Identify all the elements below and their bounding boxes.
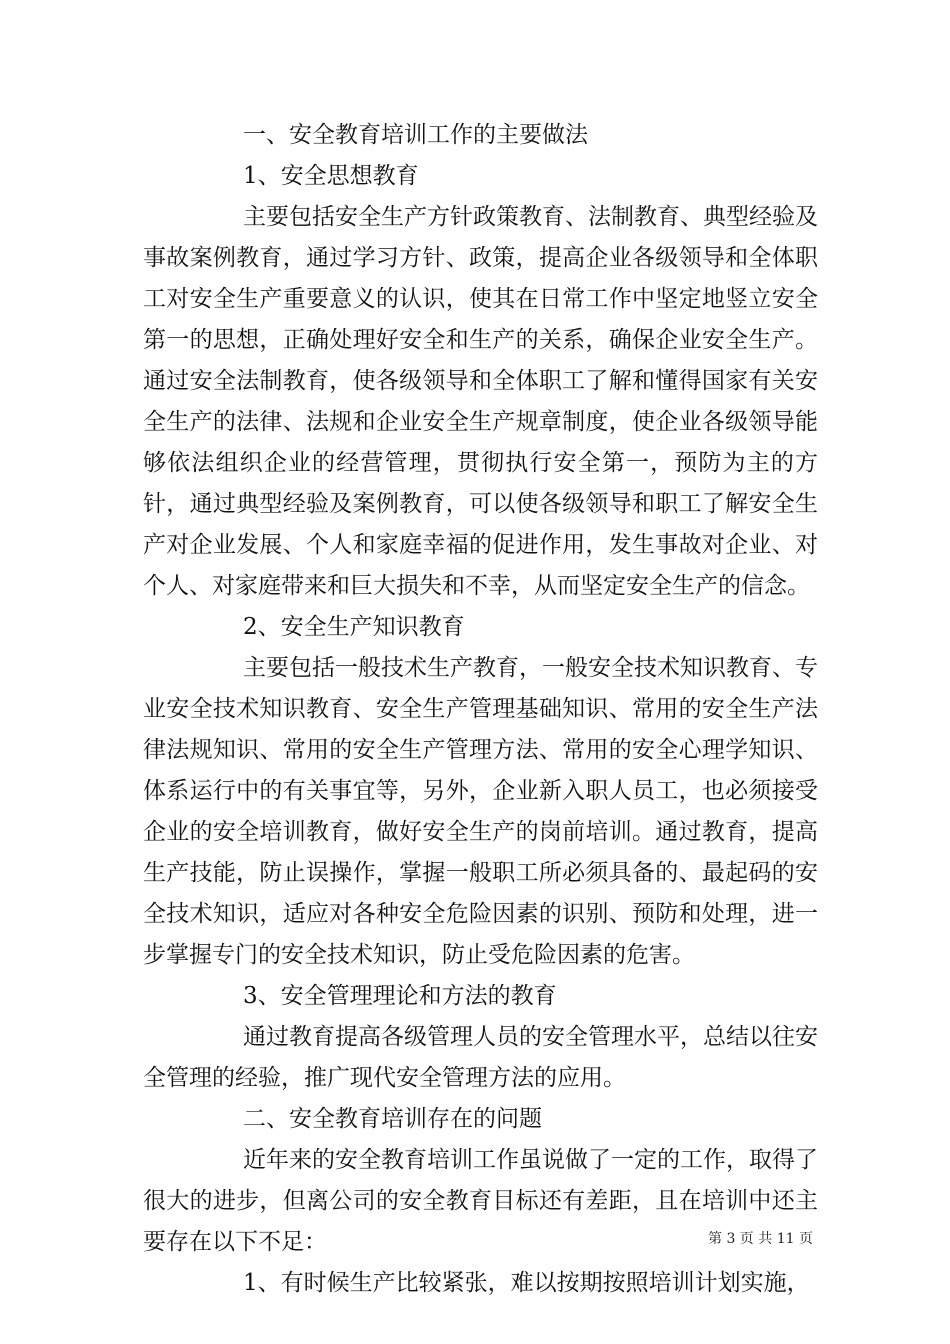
section-heading-2: 二、安全教育培训存在的问题 — [243, 1106, 542, 1132]
body-paragraph: 通过教育提高各级管理人员的安全管理水平，总结以往安全管理的经验，推广现代安全管理方法的应用。 — [143, 1024, 818, 1091]
subsection-heading-1: 1、安全思想教育 — [243, 163, 419, 189]
list-item-1: 1、有时候生产比较紧张，难以按期按照培训计划实施， — [243, 1270, 810, 1296]
body-paragraph: 主要包括一般技术生产教育，一般安全技术知识教育、专业安全技术知识教育、安全生产管理基础知识、常用的安全生产法律法规知识、常用的安全生产管理方法、常用的安全心理学知识、体系运行中的有关事宜等，另外，企业新入职人员工，也必须接受企业的安全培训教育，做好安全生产的岗前培训。通过教育，提高生产技能，防止误操作，掌握一般职工所必须具备的、最起码的安全技术知识，适应对各种安全危险因素的识别、预防和处理，进一步掌握专门的安全技术知识，防止受危险因素的危害。 — [143, 655, 818, 968]
subsection-heading-2: 2、安全生产知识教育 — [243, 614, 465, 640]
document-body — [143, 115, 818, 1304]
subsection-heading-3: 3、安全管理理论和方法的教育 — [243, 983, 557, 1009]
page-number: 第 3 页 共 11 页 — [708, 1231, 813, 1247]
section-heading-1: 一、安全教育培训工作的主要做法 — [243, 122, 588, 148]
body-paragraph: 近年来的安全教育培训工作虽说做了一定的工作，取得了很大的进步，但离公司的安全教育目标还有差距，且在培训中还主要存在以下不足： — [143, 1147, 818, 1255]
body-paragraph: 主要包括安全生产方针政策教育、法制教育、典型经验及事故案例教育，通过学习方针、政策，提高企业各级领导和全体职工对安全生产重要意义的认识，使其在日常工作中坚定地竖立安全第一的思想，正确处理好安全和生产的关系，确保企业安全生产。通过安全法制教育，使各级领导和全体职工了解和懂得国家有关安全生产的法律、法规和企业安全生产规章制度，使企业各级领导能够依法组织企业的经营管理，贯彻执行安全第一，预防为主的方针，通过典型经验及案例教育，可以使各级领导和职工了解安全生产对企业发展、个人和家庭幸福的促进作用，发生事故对企业、对个人、对家庭带来和巨大损失和不幸，从而坚定安全生产的信念。 — [143, 204, 818, 599]
